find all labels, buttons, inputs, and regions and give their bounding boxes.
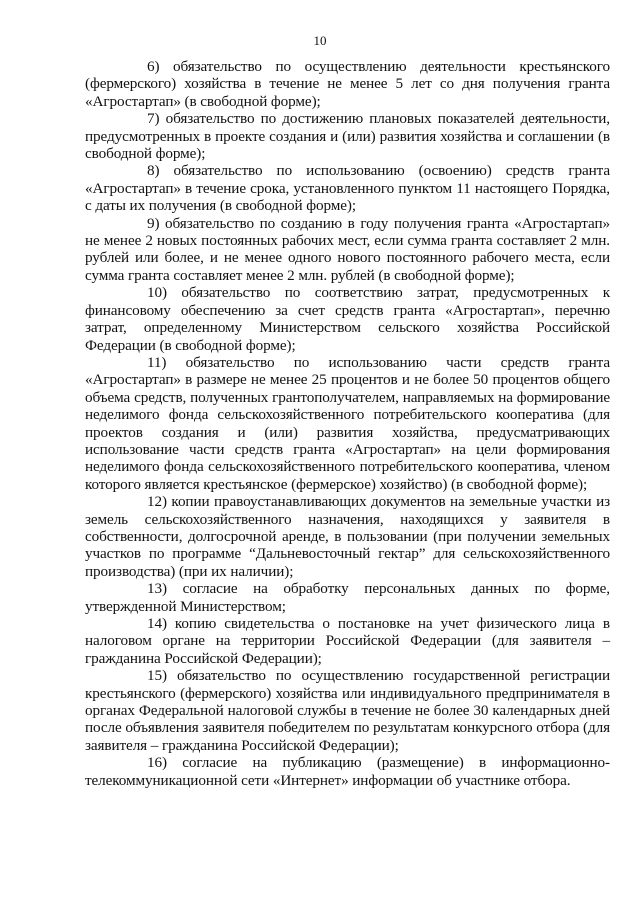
page-number: 10	[313, 33, 327, 48]
list-item-8: 8) обязательство по использованию (освоению) средств гранта «Агростартап» в течение срока, установленного пунктом 11 настоящего Порядка, с даты их получения (в свободной форме);	[85, 162, 610, 215]
list-item-10: 10) обязательство по соответствию затрат, предусмотренных к финансовому обеспечению за счет средств гранта «Агростартап», перечню затрат, определенному Министерством сельского хозяйства Российской Федерации (в свободной форме);	[85, 284, 610, 354]
list-item-13: 13) согласие на обработку персональных данных по форме, утвержденной Министерством;	[85, 580, 610, 615]
list-item-12: 12) копии правоустанавливающих документов на земельные участки из земель сельскохозяйственного назначения, находящихся у заявителя в собственности, долгосрочной аренде, в пользовании (при получении земельных участков по программе “Дальневосточный гектар” для сельскохозяйственного производства) (при их наличии);	[85, 493, 610, 580]
list-item-9: 9) обязательство по созданию в году получения гранта «Агростартап» не менее 2 новых постоянных рабочих мест, если сумма гранта составляет 2 млн. рублей или более, и не менее одного нового постоянного рабочего места, если сумма гранта составляет менее 2 млн. рублей (в свободной форме);	[85, 214, 610, 284]
list-item-11: 11) обязательство по использованию части средств гранта «Агростартап» в размере не менее 25 процентов и не более 50 процентов общего объема средств, полученных грантополучателем, направляемых на формирование неделимого фонда сельскохозяйственного потребительского кооператива (для проектов создания и (или) развития хозяйства, предусматривающих использование части средств гранта «Агростартап» на цели формирования неделимого фонда сельскохозяйственного потребительского кооператива, членом которого является крестьянское (фермерское) хозяйство) (в свободной форме);	[85, 353, 610, 493]
document-body	[85, 58, 610, 789]
list-item-7: 7) обязательство по достижению плановых показателей деятельности, предусмотренных в проекте создания и (или) развития хозяйства и соглашении (в свободной форме);	[85, 110, 610, 163]
list-item-15: 15) обязательство по осуществлению государственной регистрации крестьянского (фермерского) хозяйства или индивидуального предпринимателя в органах Федеральной налоговой службы в течение не более 30 календарных дней после объявления заявителя победителем по результатам конкурсного отбора (для заявителя – гражданина Российской Федерации);	[85, 667, 610, 754]
list-item-14: 14) копию свидетельства о постановке на учет физического лица в налоговом органе на территории Российской Федерации (для заявителя – гражданина Российской Федерации);	[85, 615, 610, 667]
list-item-6: 6) обязательство по осуществлению деятельности крестьянского (фермерского) хозяйства в течение не менее 5 лет со дня получения гранта «Агростартап» (в свободной форме);	[85, 58, 610, 110]
list-item-16: 16) согласие на публикацию (размещение) в информационно-телекоммуникационной сети «Интернет» информации об участнике отбора.	[85, 754, 610, 789]
